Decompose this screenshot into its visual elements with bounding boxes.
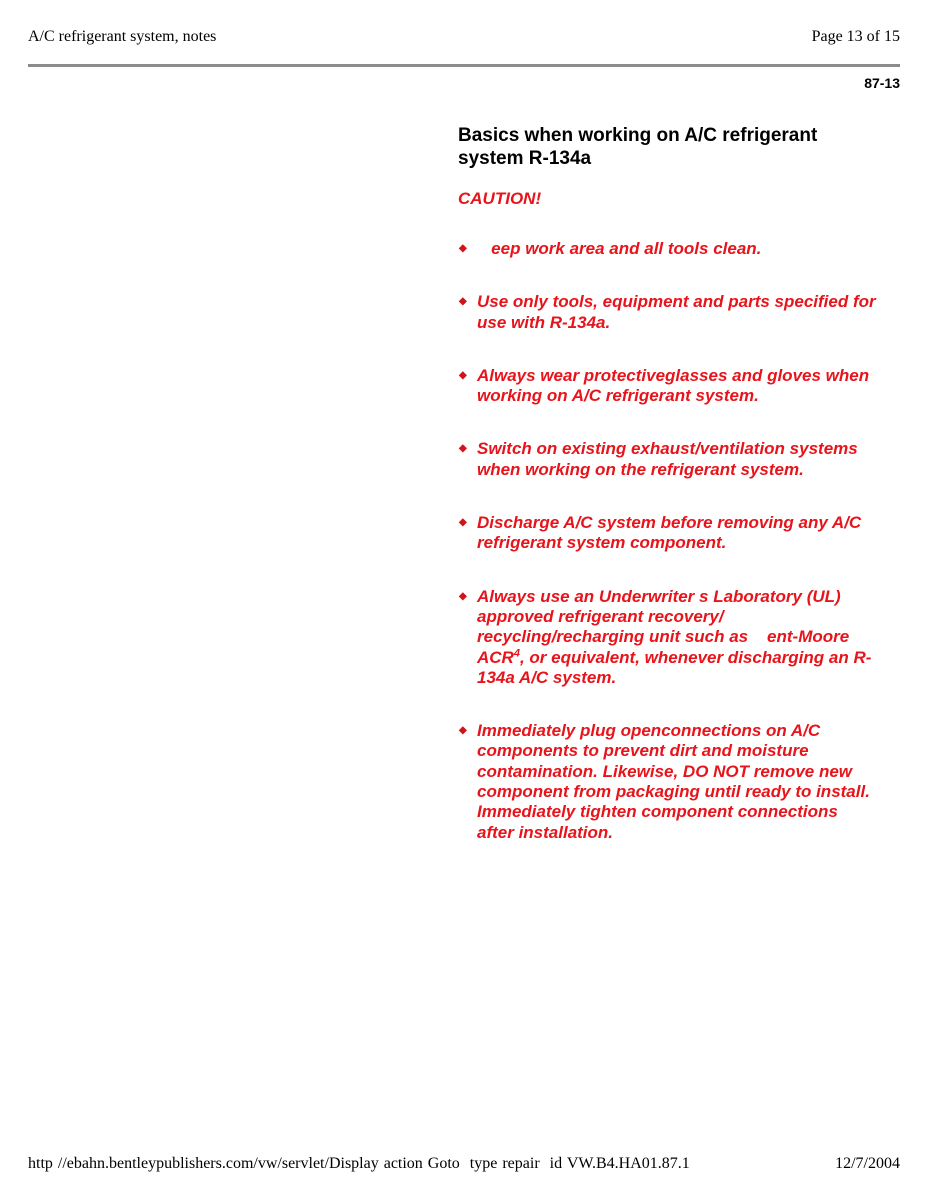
footer-date: 12/7/2004 <box>835 1155 900 1172</box>
header-title: A/C refrigerant system, notes <box>28 28 217 45</box>
diamond-bullet-icon: ◆ <box>459 443 467 455</box>
page-indicator: Page 13 of 15 <box>811 28 900 45</box>
list-item <box>458 513 878 554</box>
footer-url: http //ebahn.bentleypublishers.com/vw/servlet/Display action Goto type repair id VW.B4.HA01.87.1 <box>28 1155 690 1172</box>
list-item-text: Discharge A/C system before removing any A/C refrigerant system component. <box>477 513 862 553</box>
list-item-text: Always wear protectiveglasses and gloves when working on A/C refrigerant system. <box>477 365 870 406</box>
diamond-bullet-icon: ◆ <box>459 243 467 254</box>
list-item-text: Use only tools, equipment and parts specified for use with R-134a. <box>477 292 876 332</box>
list-item-text: Switch on existing exhaust/ventilation systems when working on the refrigerant system. <box>477 439 858 479</box>
diamond-bullet-icon: ◆ <box>459 590 467 602</box>
list-item <box>458 439 878 480</box>
list-item <box>458 587 878 688</box>
caution-label: CAUTION! <box>458 189 542 208</box>
list-item-text: Always use an Underwriter s Laboratory (UL) approved refrigerant recovery/ recycling/recharging unit such as ent-Moore ACR <box>477 586 854 667</box>
diamond-bullet-icon: ◆ <box>459 296 467 308</box>
list-item <box>458 366 878 407</box>
list-item-text: eep work area and all tools clean. <box>477 239 762 258</box>
diamond-bullet-icon: ◆ <box>459 369 467 381</box>
header-rule <box>28 64 900 67</box>
diamond-bullet-icon: ◆ <box>459 725 467 737</box>
list-item-text-continued: , or equivalent, whenever discharging an R-134a A/C system. <box>477 647 872 687</box>
main-content <box>458 124 878 876</box>
caution-list <box>458 239 878 843</box>
section-number: 87-13 <box>864 75 900 91</box>
list-item <box>458 721 878 843</box>
list-item <box>458 239 878 259</box>
list-item-text: Immediately plug openconnections on A/C components to prevent dirt and moisture contamination. Likewise, DO NOT remove new component from packaging until ready to install. Immediately tighten component connections after installation. <box>477 721 870 842</box>
superscript-4: 4 <box>513 646 520 659</box>
diamond-bullet-icon: ◆ <box>459 517 467 529</box>
list-item <box>458 292 878 333</box>
page-heading: Basics when working on A/C refrigerant system R-134a <box>458 125 818 169</box>
